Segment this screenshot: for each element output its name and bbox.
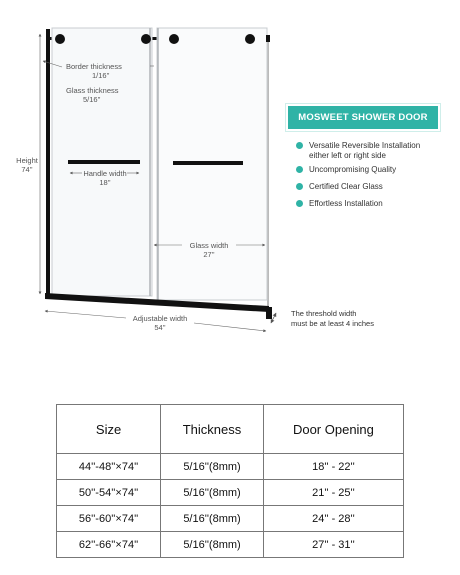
teal-dot-icon	[296, 166, 303, 173]
roller-left-2	[141, 34, 151, 44]
cell-thickness: 5/16''(8mm)	[161, 480, 264, 506]
cell-size: 56''-60''×74''	[57, 506, 161, 532]
threshold-note-line2: must be at least 4 inches	[291, 319, 374, 328]
cell-thickness: 5/16''(8mm)	[161, 506, 264, 532]
adjustable-width-label	[124, 314, 196, 332]
cell-door-opening: 27'' - 31''	[263, 532, 403, 558]
feature-text: Effortless Installation	[309, 199, 383, 208]
adjustable-width-dim-left	[45, 311, 126, 318]
adjustable-width-title: Adjustable width	[132, 314, 188, 323]
threshold-end	[266, 307, 272, 319]
teal-dot-icon	[296, 142, 303, 149]
glass-width-value: 27''	[203, 250, 215, 259]
handle-left	[68, 160, 140, 164]
adjustable-width-value: 54''	[154, 323, 166, 332]
border-thickness-value: 1/16''	[92, 71, 110, 80]
brand-banner	[288, 106, 438, 129]
header-door-opening: Door Opening	[263, 405, 403, 454]
glass-width-label	[182, 241, 236, 259]
cell-door-opening: 24'' - 28''	[263, 506, 403, 532]
cell-door-opening: 21'' - 25''	[263, 480, 403, 506]
cell-size: 62''-66''×74''	[57, 532, 161, 558]
handle-width-value: 18''	[99, 178, 111, 187]
spec-table	[56, 404, 404, 558]
border-thickness-title: Border thickness	[66, 62, 122, 71]
handle-right	[173, 161, 243, 165]
height-label	[12, 156, 42, 174]
roller-right-2	[245, 34, 255, 44]
threshold-note-line1: The threshold width	[291, 309, 357, 318]
feature-text-line1: Versatile Reversible Installation	[309, 141, 421, 150]
rail-end-cap	[266, 35, 270, 42]
roller-left-1	[55, 34, 65, 44]
glass-thickness-value: 5/16''	[83, 95, 101, 104]
border-thickness-label	[66, 62, 122, 80]
feature-item-installation	[296, 199, 383, 209]
left-frame-post	[46, 29, 50, 299]
handle-width-label	[80, 169, 130, 187]
brand-title: MOSWEET SHOWER DOOR	[298, 112, 428, 123]
table-row	[57, 506, 404, 532]
height-value: 74''	[21, 165, 33, 174]
cell-size: 44''-48''×74''	[57, 454, 161, 480]
feature-item-glass	[296, 182, 383, 192]
feature-item-reversible	[296, 141, 420, 161]
table-row	[57, 532, 404, 558]
height-title: Height	[16, 156, 38, 165]
cell-door-opening: 18'' - 22''	[263, 454, 403, 480]
handle-width-title: Handle width	[83, 169, 127, 178]
roller-right-1	[169, 34, 179, 44]
glass-thickness-title: Glass thickness	[66, 86, 119, 95]
cell-thickness: 5/16''(8mm)	[161, 532, 264, 558]
table-row	[57, 454, 404, 480]
cell-size: 50''-54''×74''	[57, 480, 161, 506]
threshold-note	[291, 309, 374, 329]
table-header-row	[57, 405, 404, 454]
feature-text: Uncompromising Quality	[309, 165, 397, 174]
header-size: Size	[57, 405, 161, 454]
glass-width-title: Glass width	[189, 241, 229, 250]
feature-item-quality	[296, 165, 396, 175]
feature-text-line2: either left or right side	[309, 151, 386, 160]
header-thickness: Thickness	[161, 405, 264, 454]
glass-thickness-label	[66, 86, 119, 104]
teal-dot-icon	[296, 200, 303, 207]
adjustable-width-dim-right	[194, 323, 266, 331]
cell-thickness: 5/16''(8mm)	[161, 454, 264, 480]
teal-dot-icon	[296, 183, 303, 190]
feature-text: Certified Clear Glass	[309, 182, 383, 191]
table-row	[57, 480, 404, 506]
